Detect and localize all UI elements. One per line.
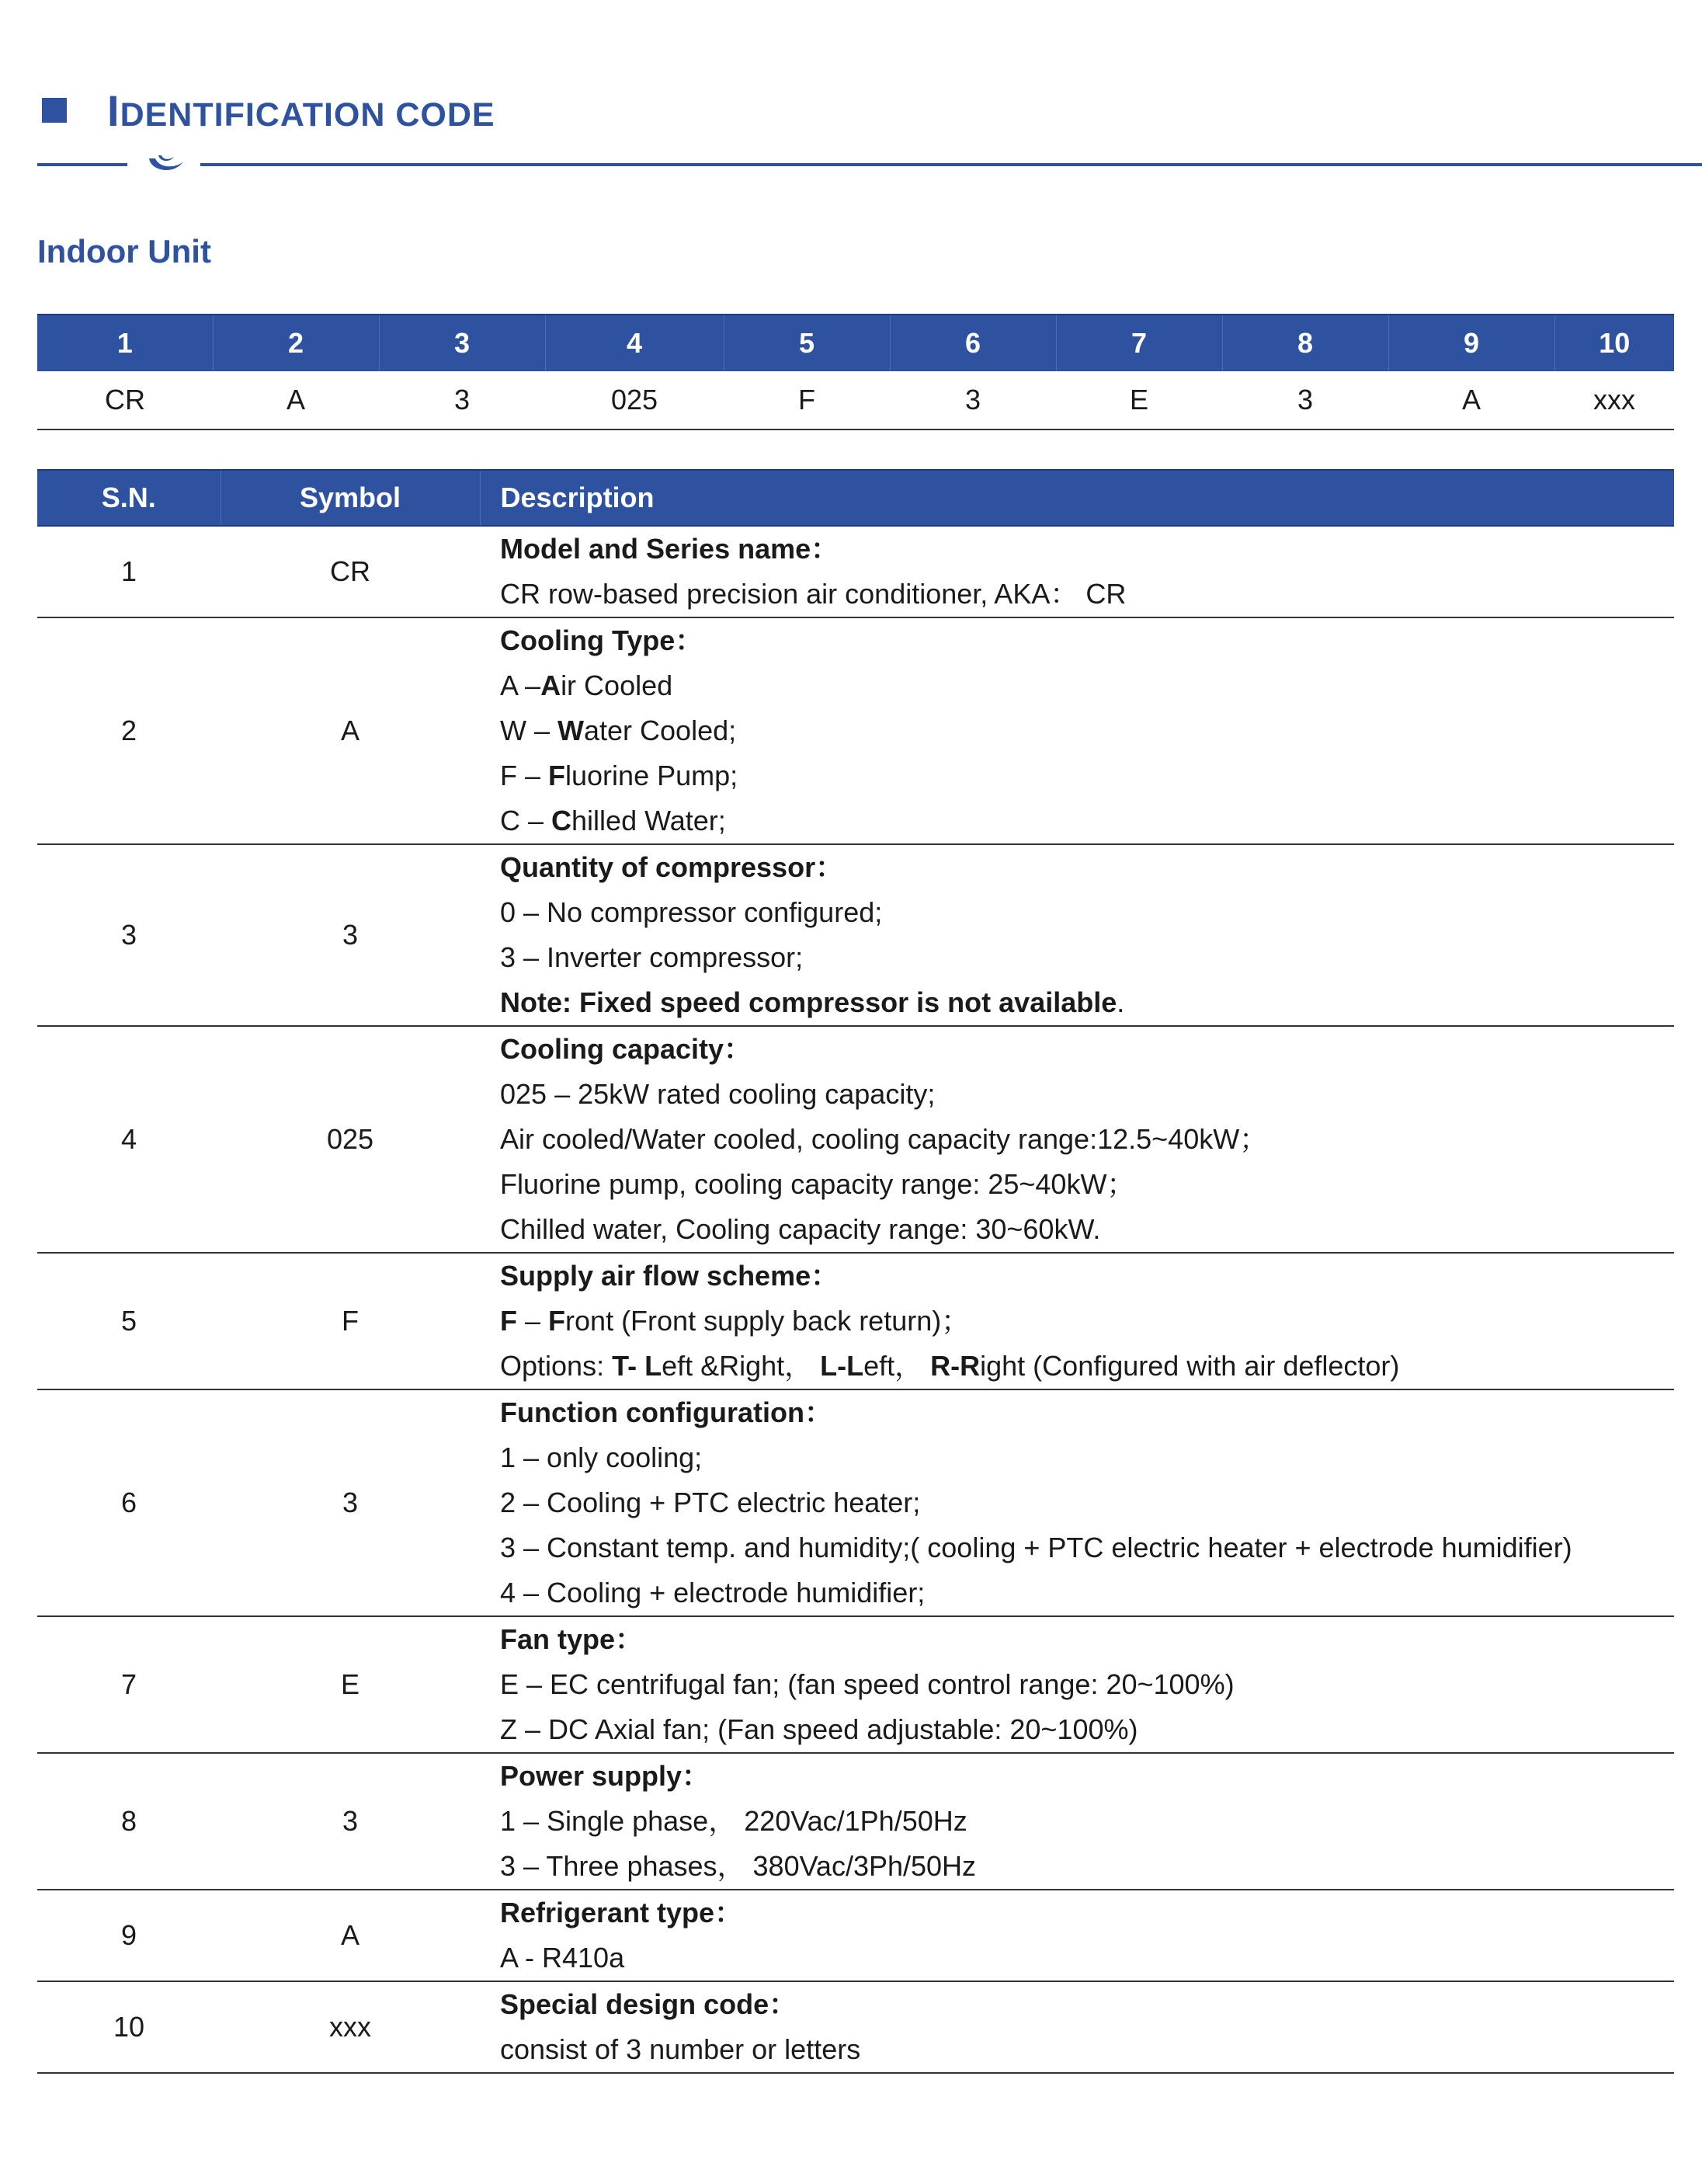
table-row bbox=[37, 1253, 1674, 1389]
description-segment: Options: bbox=[500, 1350, 613, 1382]
description-title: Model and Series name： bbox=[500, 533, 839, 565]
description-line bbox=[500, 1162, 1674, 1207]
symbol-cell: xxx bbox=[329, 2011, 371, 2043]
code-table bbox=[37, 314, 1674, 430]
code-position-header: 9 bbox=[1388, 315, 1554, 371]
symbol-cell: 3 bbox=[342, 1805, 359, 1837]
description-segment: 1 – Single phase， 220Vac/1Ph/50Hz bbox=[500, 1805, 967, 1837]
description-line bbox=[500, 1480, 1674, 1525]
table-row bbox=[37, 1890, 1674, 1981]
description-segment: 4 – Cooling + electrode humidifier; bbox=[500, 1577, 926, 1608]
description-segment: 3 – Inverter compressor; bbox=[500, 941, 804, 973]
table-row bbox=[37, 617, 1674, 844]
description-segment: E – EC centrifugal fan; (fan speed control range: 20~100%) bbox=[500, 1668, 1235, 1700]
description-segment: Fluorine pump, cooling capacity range: 25~40kW； bbox=[500, 1168, 1135, 1200]
description-title: Cooling capacity： bbox=[500, 1033, 752, 1065]
description-segment: R-R bbox=[930, 1350, 981, 1382]
description-cell bbox=[480, 1253, 1674, 1389]
section-header bbox=[37, 85, 1674, 179]
description-line bbox=[500, 708, 1674, 753]
description-cell bbox=[480, 1981, 1674, 2073]
code-value-cell: A bbox=[286, 384, 305, 416]
description-title: Power supply： bbox=[500, 1760, 710, 1792]
description-segment: F bbox=[500, 1305, 517, 1337]
code-position-header: 6 bbox=[890, 315, 1056, 371]
table-row bbox=[37, 1981, 1674, 2073]
description-line bbox=[500, 1844, 1674, 1889]
code-value-cell: A bbox=[1461, 384, 1481, 416]
symbol-cell: CR bbox=[330, 555, 370, 587]
square-bullet-icon bbox=[42, 98, 67, 123]
description-line bbox=[500, 1799, 1674, 1844]
description-segment: A - R410a bbox=[500, 1942, 625, 1974]
description-segment: 2 – Cooling + PTC electric heater; bbox=[500, 1487, 921, 1518]
description-line bbox=[500, 1707, 1674, 1752]
code-position-header: 5 bbox=[724, 315, 890, 371]
description-line bbox=[500, 1570, 1674, 1615]
code-value-cell: F bbox=[798, 384, 815, 416]
code-header-row bbox=[37, 315, 1674, 371]
description-title: Cooling Type： bbox=[500, 624, 703, 656]
description-line bbox=[500, 1435, 1674, 1480]
description-line bbox=[500, 1344, 1674, 1389]
code-value-cell: E bbox=[1129, 384, 1148, 416]
description-segment: luorine Pump; bbox=[565, 760, 738, 791]
description-cell bbox=[480, 1026, 1674, 1253]
description-segment: CR row-based precision air conditioner, AKA： CR bbox=[500, 578, 1127, 610]
description-segment: Note: Fixed speed compressor is not available bbox=[500, 986, 1117, 1018]
description-line bbox=[500, 663, 1674, 708]
description-cell bbox=[480, 1753, 1674, 1890]
description-segment: – bbox=[517, 1305, 549, 1337]
description-segment: Z – DC Axial fan; (Fan speed adjustable: 20~100%) bbox=[500, 1713, 1138, 1745]
description-segment: C bbox=[551, 805, 572, 836]
symbol-header: Symbol bbox=[221, 470, 480, 526]
code-position-header: 8 bbox=[1222, 315, 1388, 371]
code-value-cell: CR bbox=[105, 384, 145, 416]
table-row bbox=[37, 1026, 1674, 1253]
description-segment: F bbox=[548, 1305, 566, 1337]
description-segment: T- L bbox=[612, 1350, 662, 1382]
section-title: IDENTIFICATION CODE bbox=[107, 86, 495, 135]
symbol-cell: 3 bbox=[342, 1487, 359, 1518]
description-title: Supply air flow scheme： bbox=[500, 1260, 839, 1292]
sn-cell: 2 bbox=[120, 715, 137, 746]
description-title: Function configuration： bbox=[500, 1396, 832, 1428]
description-line bbox=[500, 572, 1674, 617]
description-segment: ir Cooled bbox=[561, 669, 673, 701]
description-line bbox=[500, 1662, 1674, 1707]
code-value-cell: 3 bbox=[964, 384, 981, 416]
description-header: Description bbox=[480, 470, 1674, 526]
symbol-cell: 025 bbox=[326, 1123, 374, 1155]
code-value-cell: xxx bbox=[1593, 384, 1635, 416]
description-line bbox=[500, 1207, 1674, 1252]
description-table bbox=[37, 469, 1674, 2074]
description-segment: ater Cooled; bbox=[584, 715, 737, 746]
title-rule-left bbox=[37, 163, 127, 166]
sn-cell: 3 bbox=[120, 919, 137, 951]
description-line bbox=[500, 798, 1674, 843]
sn-cell: 9 bbox=[120, 1919, 137, 1951]
table-row bbox=[37, 1389, 1674, 1616]
table-row bbox=[37, 526, 1674, 617]
code-value-row bbox=[37, 371, 1674, 429]
description-segment: 3 – Three phases， 380Vac/3Ph/50Hz bbox=[500, 1850, 977, 1882]
description-cell bbox=[480, 617, 1674, 844]
description-cell bbox=[480, 1890, 1674, 1981]
description-title: Fan type： bbox=[500, 1623, 644, 1655]
code-value-cell: 3 bbox=[453, 384, 471, 416]
code-position-header: 4 bbox=[545, 315, 724, 371]
description-segment: consist of 3 number or letters bbox=[500, 2033, 861, 2065]
description-segment: W bbox=[557, 715, 584, 746]
code-position-header: 10 bbox=[1554, 315, 1674, 371]
symbol-cell: 3 bbox=[342, 919, 359, 951]
description-line bbox=[500, 1525, 1674, 1570]
description-cell bbox=[480, 1616, 1674, 1753]
code-position-header: 1 bbox=[37, 315, 213, 371]
description-segment: eft， bbox=[863, 1350, 931, 1382]
description-segment: . bbox=[1117, 986, 1125, 1018]
table-row bbox=[37, 844, 1674, 1026]
description-line bbox=[500, 1935, 1674, 1981]
description-title: Special design code： bbox=[500, 1988, 797, 2020]
sn-cell: 5 bbox=[120, 1305, 137, 1337]
sn-header: S.N. bbox=[37, 470, 221, 526]
description-segment: 1 – only cooling; bbox=[500, 1442, 703, 1473]
description-segment: F – bbox=[500, 760, 549, 791]
symbol-cell: F bbox=[342, 1305, 359, 1337]
description-line bbox=[500, 980, 1674, 1025]
code-position-header: 3 bbox=[379, 315, 545, 371]
description-segment: hilled Water; bbox=[571, 805, 726, 836]
description-segment: Air cooled/Water cooled, cooling capacity range:12.5~40kW； bbox=[500, 1123, 1268, 1155]
description-segment: 0 – No compressor configured; bbox=[500, 896, 883, 928]
desc-header-row bbox=[37, 470, 1674, 526]
code-value-cell: 3 bbox=[1297, 384, 1314, 416]
title-rule-right bbox=[200, 163, 1702, 166]
sn-cell: 7 bbox=[120, 1668, 137, 1700]
description-segment: 3 – Constant temp. and humidity;( cooling + PTC electric heater + electrode humidifier) bbox=[500, 1532, 1572, 1563]
subtitle: Indoor Unit bbox=[37, 233, 211, 270]
description-line bbox=[500, 935, 1674, 980]
code-position-header: 2 bbox=[213, 315, 379, 371]
sn-cell: 1 bbox=[120, 555, 137, 587]
sn-cell: 8 bbox=[120, 1805, 137, 1837]
symbol-cell: A bbox=[340, 1919, 360, 1951]
description-line bbox=[500, 1072, 1674, 1117]
description-segment: ront (Front supply back return)； bbox=[565, 1305, 970, 1337]
description-segment: C – bbox=[500, 805, 552, 836]
description-line bbox=[500, 1117, 1674, 1162]
table-row bbox=[37, 1753, 1674, 1890]
table-row bbox=[37, 1616, 1674, 1753]
description-segment: 025 – 25kW rated cooling capacity; bbox=[500, 1078, 936, 1110]
description-segment: eft &Right， bbox=[662, 1350, 821, 1382]
symbol-cell: E bbox=[340, 1668, 360, 1700]
sn-cell: 4 bbox=[120, 1123, 137, 1155]
sn-cell: 10 bbox=[113, 2011, 145, 2043]
symbol-cell: A bbox=[340, 715, 360, 746]
description-line bbox=[500, 890, 1674, 935]
description-segment: ight (Configured with air deflector) bbox=[980, 1350, 1400, 1382]
wave-logo-icon bbox=[143, 148, 189, 179]
description-segment: F bbox=[548, 760, 566, 791]
description-cell bbox=[480, 526, 1674, 617]
description-title: Quantity of compressor： bbox=[500, 851, 844, 883]
description-title: Refrigerant type： bbox=[500, 1897, 743, 1928]
code-position-header: 7 bbox=[1056, 315, 1222, 371]
description-segment: W – bbox=[500, 715, 558, 746]
description-cell bbox=[480, 1389, 1674, 1616]
description-segment: Chilled water, Cooling capacity range: 30~60kW. bbox=[500, 1213, 1101, 1245]
description-segment: A – bbox=[500, 669, 541, 701]
code-value-cell: 025 bbox=[610, 384, 658, 416]
description-line bbox=[500, 753, 1674, 798]
description-segment: A bbox=[540, 669, 561, 701]
description-segment: L-L bbox=[820, 1350, 864, 1382]
sn-cell: 6 bbox=[120, 1487, 137, 1518]
description-line bbox=[500, 1299, 1674, 1344]
description-line bbox=[500, 2027, 1674, 2072]
description-cell bbox=[480, 844, 1674, 1026]
